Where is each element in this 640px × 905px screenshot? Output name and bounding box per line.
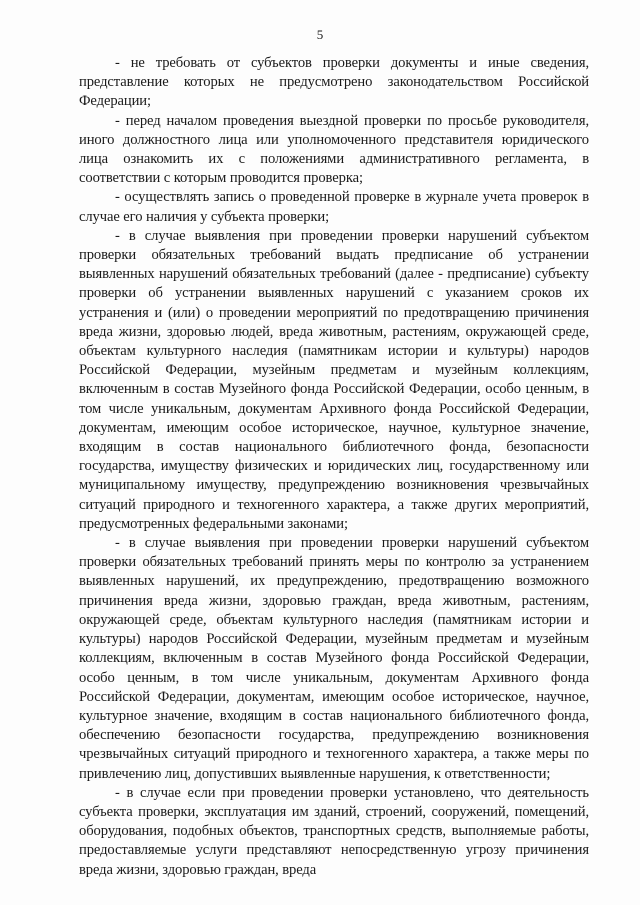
paragraph-5: - в случае выявления при проведении проверки нарушений субъектом проверки обязательных требований принять меры по контролю за устранением выявленных нарушений, их предупреждению, предотвращению возможного причинения вреда жизни, здоровью граждан, вреда животным, растениям, окружающей среде, объектам культурного наследия (памятникам истории и культуры) народов Российской Федерации, музейным предметам и музейным коллекциям, включенным в состав Музейного фонда Российской Федерации, особо ценным, в том числе уникальным, документам Архивного фонда Российской Федерации, документам, имеющим особое историческое, научное, культурное значение, входящим в состав национального библиотечного фонда, обеспечению безопасности государства, предупреждению возникновения чрезвычайных ситуаций природного и техногенного характера, а также меры по привлечению лиц, допустивших выявленные нарушения, к ответственности;: [79, 535, 589, 782]
paragraph-4: - в случае выявления при проведении проверки нарушений субъектом проверки обязательных требований выдать предписание об устранении выявленных нарушений обязательных требований (далее - предписание) субъекту проверки об устранении выявленных нарушений с указанием сроков их устранения и (или) о проведении мероприятий по предотвращению причинения вреда жизни, здоровью людей, вреда животным, растениям, окружающей среде, объектам культурного наследия (памятникам истории и культуры) народов Российской Федерации, музейным предметам и музейным коллекциям, включенным в состав Музейного фонда Российской Федерации, особо ценным, в том числе уникальным, документам Архивного фонда Российской Федерации, документам, имеющим особое историческое, научное, культурное значение, входящим в состав национального библиотечного фонда, безопасности государства, имуществу физических и юридических лиц, государственному или муниципальному имуществу, предупреждению возникновения чрезвычайных ситуаций природного и техногенного характера, а также других мероприятий, предусмотренных федеральными законами;: [79, 227, 589, 532]
paragraph-1: - не требовать от субъектов проверки документы и иные сведения, представление которых не предусмотрено законодательством Российской Федерации;: [79, 55, 589, 110]
page-number: 5: [316, 27, 324, 42]
document-body: [79, 54, 589, 880]
paragraph-6: - в случае если при проведении проверки установлено, что деятельность субъекта проверки, эксплуатация им зданий, строений, сооружений, помещений, оборудования, подобных объектов, транспортных средств, выполняемые работы, предоставляемые услуги представляют непосредственную угрозу причинения вреда жизни, здоровью граждан, вреда: [79, 784, 589, 878]
paragraph-3: - осуществлять запись о проведенной проверке в журнале учета проверок в случае его наличия у субъекта проверки;: [79, 189, 589, 225]
paragraph-2: - перед началом проведения выездной проверки по просьбе руководителя, иного должностного лица или уполномоченного представителя юридического лица ознакомить их с положениями административного регламента, в соответствии с которым проводится проверка;: [79, 112, 589, 187]
